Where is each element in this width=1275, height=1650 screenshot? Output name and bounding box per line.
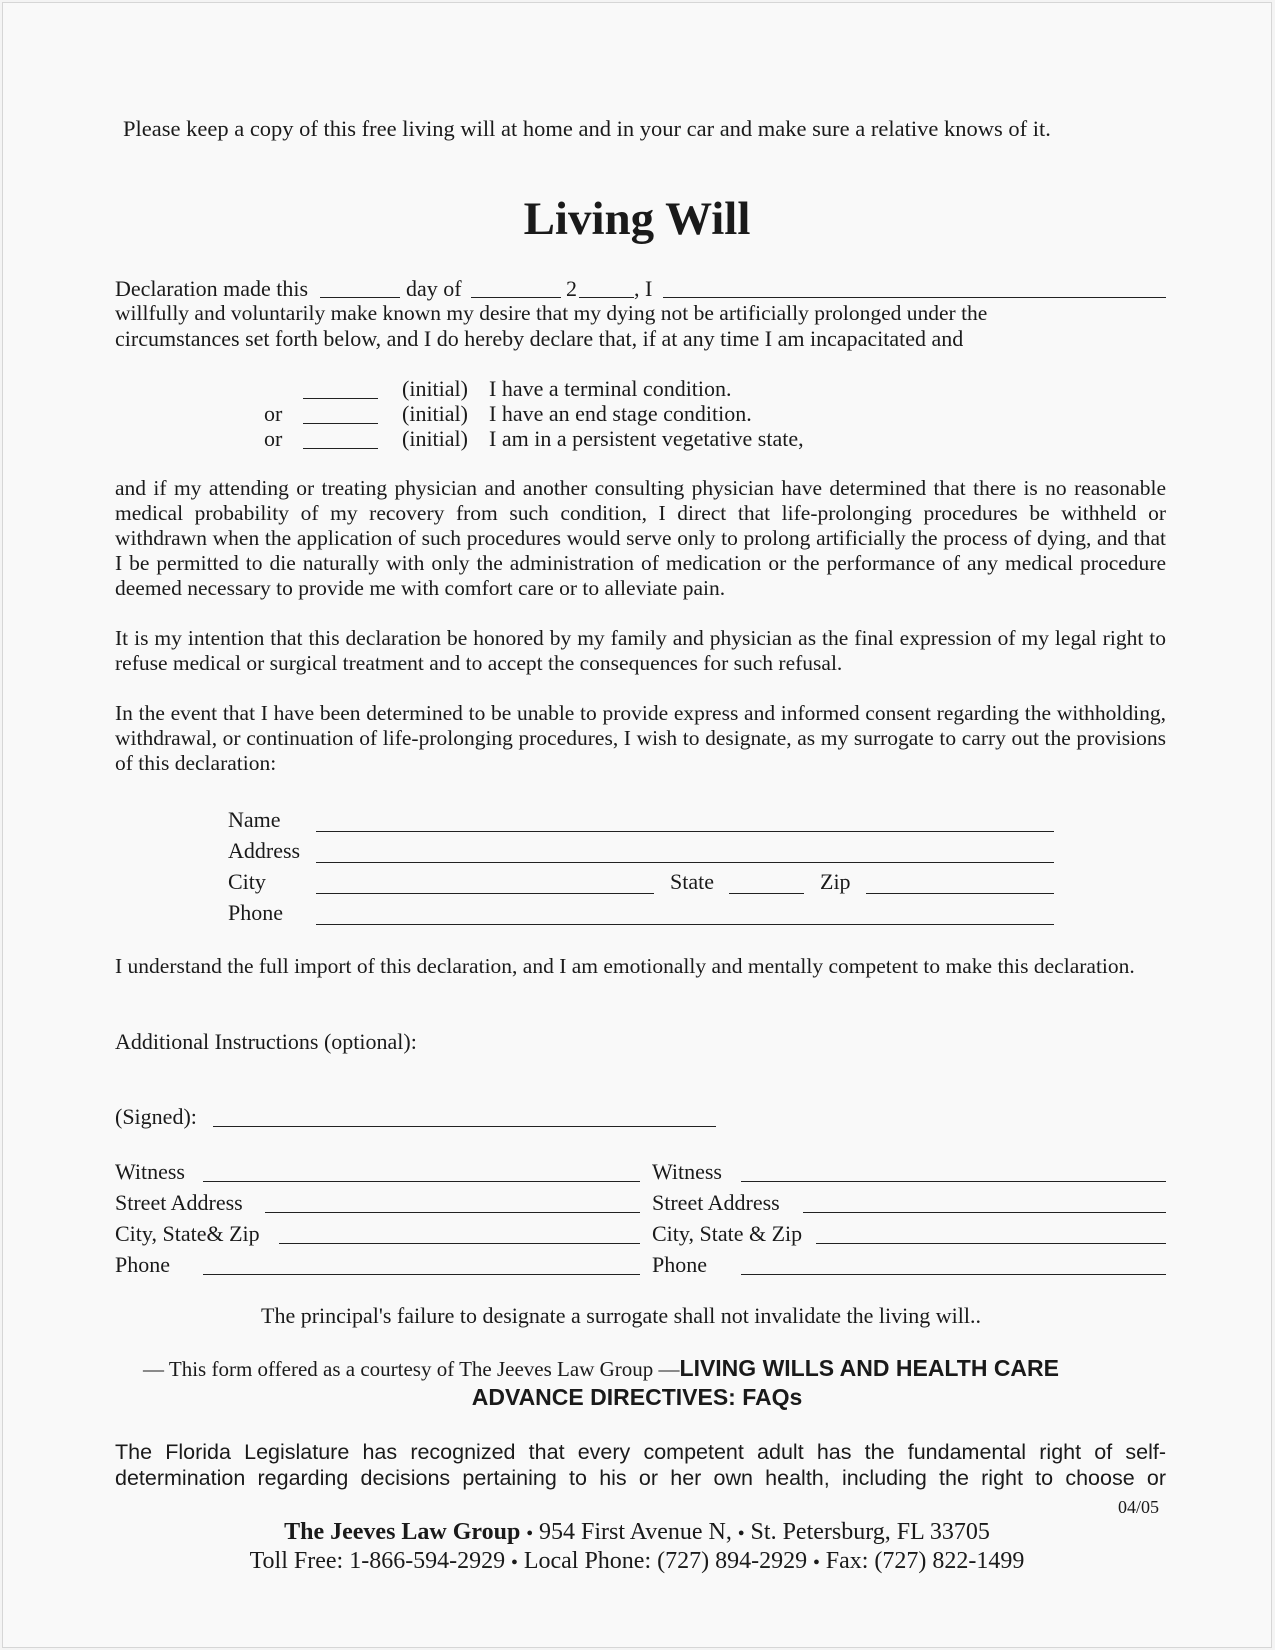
declaration-year-field[interactable] bbox=[579, 297, 634, 298]
surrogate-state-label: State bbox=[670, 869, 714, 894]
condition-initial-field[interactable] bbox=[303, 423, 378, 424]
declaration-comma-i: , I bbox=[634, 276, 653, 301]
condition-text: I have a terminal condition. bbox=[489, 376, 732, 401]
surrogate-city-field[interactable] bbox=[316, 893, 654, 894]
declaration-line-2: willfully and voluntarily make known my desire that my dying not be artificially prolonged under the bbox=[115, 301, 988, 325]
footer-city: St. Petersburg, FL 33705 bbox=[750, 1519, 990, 1545]
additional-instructions-label: Additional Instructions (optional): bbox=[115, 1029, 417, 1054]
condition-initial-field[interactable] bbox=[303, 448, 378, 449]
bullet-icon bbox=[813, 1548, 820, 1574]
condition-initial-label: (initial) bbox=[402, 376, 468, 401]
bullet-icon bbox=[526, 1519, 533, 1545]
witness-2-street-label: Street Address bbox=[652, 1190, 780, 1215]
signed-label: (Signed): bbox=[115, 1104, 197, 1129]
courtesy-line bbox=[143, 1355, 1059, 1382]
witness-1-field[interactable] bbox=[203, 1181, 640, 1182]
witness-2-phone-field[interactable] bbox=[741, 1274, 1166, 1275]
surrogate-name-field[interactable] bbox=[316, 831, 1054, 832]
paragraph-competence: I understand the full import of this declaration, and I am emotionally and mentally competent to make this declaration. bbox=[115, 954, 1135, 978]
witness-1-phone-field[interactable] bbox=[203, 1274, 640, 1275]
declaration-year-prefix: 2 bbox=[566, 276, 577, 301]
witness-1-label: Witness bbox=[115, 1159, 185, 1184]
surrogate-zip-label: Zip bbox=[820, 869, 851, 894]
form-code: 04/05 bbox=[1118, 1497, 1160, 1517]
surrogate-zip-field[interactable] bbox=[866, 893, 1054, 894]
signature-field[interactable] bbox=[213, 1126, 716, 1127]
courtesy-prefix: — This form offered as a courtesy of The Jeeves Law Group — bbox=[143, 1357, 680, 1381]
witness-1-phone-label: Phone bbox=[115, 1252, 170, 1277]
footer-local-phone: Local Phone: (727) 894-2929 bbox=[523, 1548, 808, 1574]
footer-fax: Fax: (727) 822-1499 bbox=[825, 1548, 1025, 1574]
witness-1-street-label: Street Address bbox=[115, 1190, 243, 1215]
paragraph-intention: It is my intention that this declaration be honored by my family and physician as the final expression of my legal right to refuse medical or surgical treatment and to accept the consequences for such refusal. bbox=[115, 626, 1166, 675]
surrogate-phone-label: Phone bbox=[228, 900, 283, 925]
faq-heading-2: ADVANCE DIRECTIVES: FAQs bbox=[471, 1384, 803, 1410]
condition-initial-label: (initial) bbox=[402, 426, 468, 451]
bullet-icon bbox=[511, 1548, 518, 1574]
faq-text-line-2: determination regarding decisions pertaining to his or her own health, including the right to choose or bbox=[115, 1466, 1166, 1490]
faq-heading-1: LIVING WILLS AND HEALTH CARE bbox=[679, 1355, 1059, 1381]
condition-text: I have an end stage condition. bbox=[489, 401, 752, 426]
surrogate-name-label: Name bbox=[228, 807, 281, 832]
witness-2-city-field[interactable] bbox=[816, 1243, 1166, 1244]
header-note: Please keep a copy of this free living will at home and in your car and make sure a relative knows of it. bbox=[123, 116, 1051, 141]
witness-2-field[interactable] bbox=[741, 1181, 1166, 1182]
witness-2-phone-label: Phone bbox=[652, 1252, 707, 1277]
surrogate-address-field[interactable] bbox=[316, 862, 1054, 863]
footer-line-2 bbox=[3, 1547, 1271, 1577]
declarant-name-field[interactable] bbox=[663, 297, 1166, 298]
footer-address: 954 First Avenue N, bbox=[539, 1519, 732, 1545]
surrogate-address-label: Address bbox=[228, 838, 301, 863]
condition-connector: or bbox=[264, 426, 283, 451]
surrogate-phone-field[interactable] bbox=[316, 924, 1054, 925]
paragraph-surrogate-designation: In the event that I have been determined to be unable to provide express and informed consent regarding the withholding, withdrawal, or continuation of life-prolonging procedures, I wish to designate, as my surrogate to carry out the provisions of this declaration: bbox=[115, 701, 1166, 775]
declaration-line-3: circumstances set forth below, and I do hereby declare that, if at any time I am incapacitated and bbox=[115, 326, 964, 351]
declaration-day-field[interactable] bbox=[320, 297, 400, 298]
faq-text-line-1: The Florida Legislature has recognized that every competent adult has the fundamental right of self- bbox=[115, 1440, 1166, 1464]
witness-1-street-field[interactable] bbox=[265, 1212, 640, 1213]
footer-line-1 bbox=[3, 1518, 1271, 1548]
witness-2-city-label: City, State & Zip bbox=[652, 1221, 803, 1246]
document-page bbox=[2, 2, 1272, 1648]
footer-firm-name: The Jeeves Law Group bbox=[284, 1519, 521, 1545]
witness-2-label: Witness bbox=[652, 1159, 722, 1184]
witness-1-city-label: City, State& Zip bbox=[115, 1221, 260, 1246]
condition-connector: or bbox=[264, 401, 283, 426]
condition-text: I am in a persistent vegetative state, bbox=[489, 426, 804, 451]
declaration-day-of: day of bbox=[406, 276, 462, 301]
footer-toll-free: Toll Free: 1-866-594-2929 bbox=[249, 1548, 506, 1574]
condition-initial-label: (initial) bbox=[402, 401, 468, 426]
witness-2-street-field[interactable] bbox=[803, 1212, 1166, 1213]
declaration-month-field[interactable] bbox=[471, 297, 561, 298]
declaration-prefix: Declaration made this bbox=[115, 276, 309, 301]
surrogate-city-label: City bbox=[228, 869, 266, 894]
witness-1-city-field[interactable] bbox=[279, 1243, 640, 1244]
bullet-icon bbox=[738, 1519, 745, 1545]
surrogate-state-field[interactable] bbox=[729, 893, 804, 894]
surrogate-note: The principal's failure to designate a surrogate shall not invalidate the living will.. bbox=[261, 1303, 981, 1328]
document-title: Living Will bbox=[523, 193, 751, 245]
condition-initial-field[interactable] bbox=[303, 398, 378, 399]
paragraph-physician-determination: and if my attending or treating physician and another consulting physician have determined that there is no reasonable medical probability of my recovery from such condition, I direct that life-prolonging procedures be withheld or withdrawn when the application of such procedures would serve only to prolong artificially the process of dying, and that I be permitted to die naturally with only the administration of medication or the performance of any medical procedure deemed necessary to provide me with comfort care or to alleviate pain. bbox=[115, 476, 1166, 600]
